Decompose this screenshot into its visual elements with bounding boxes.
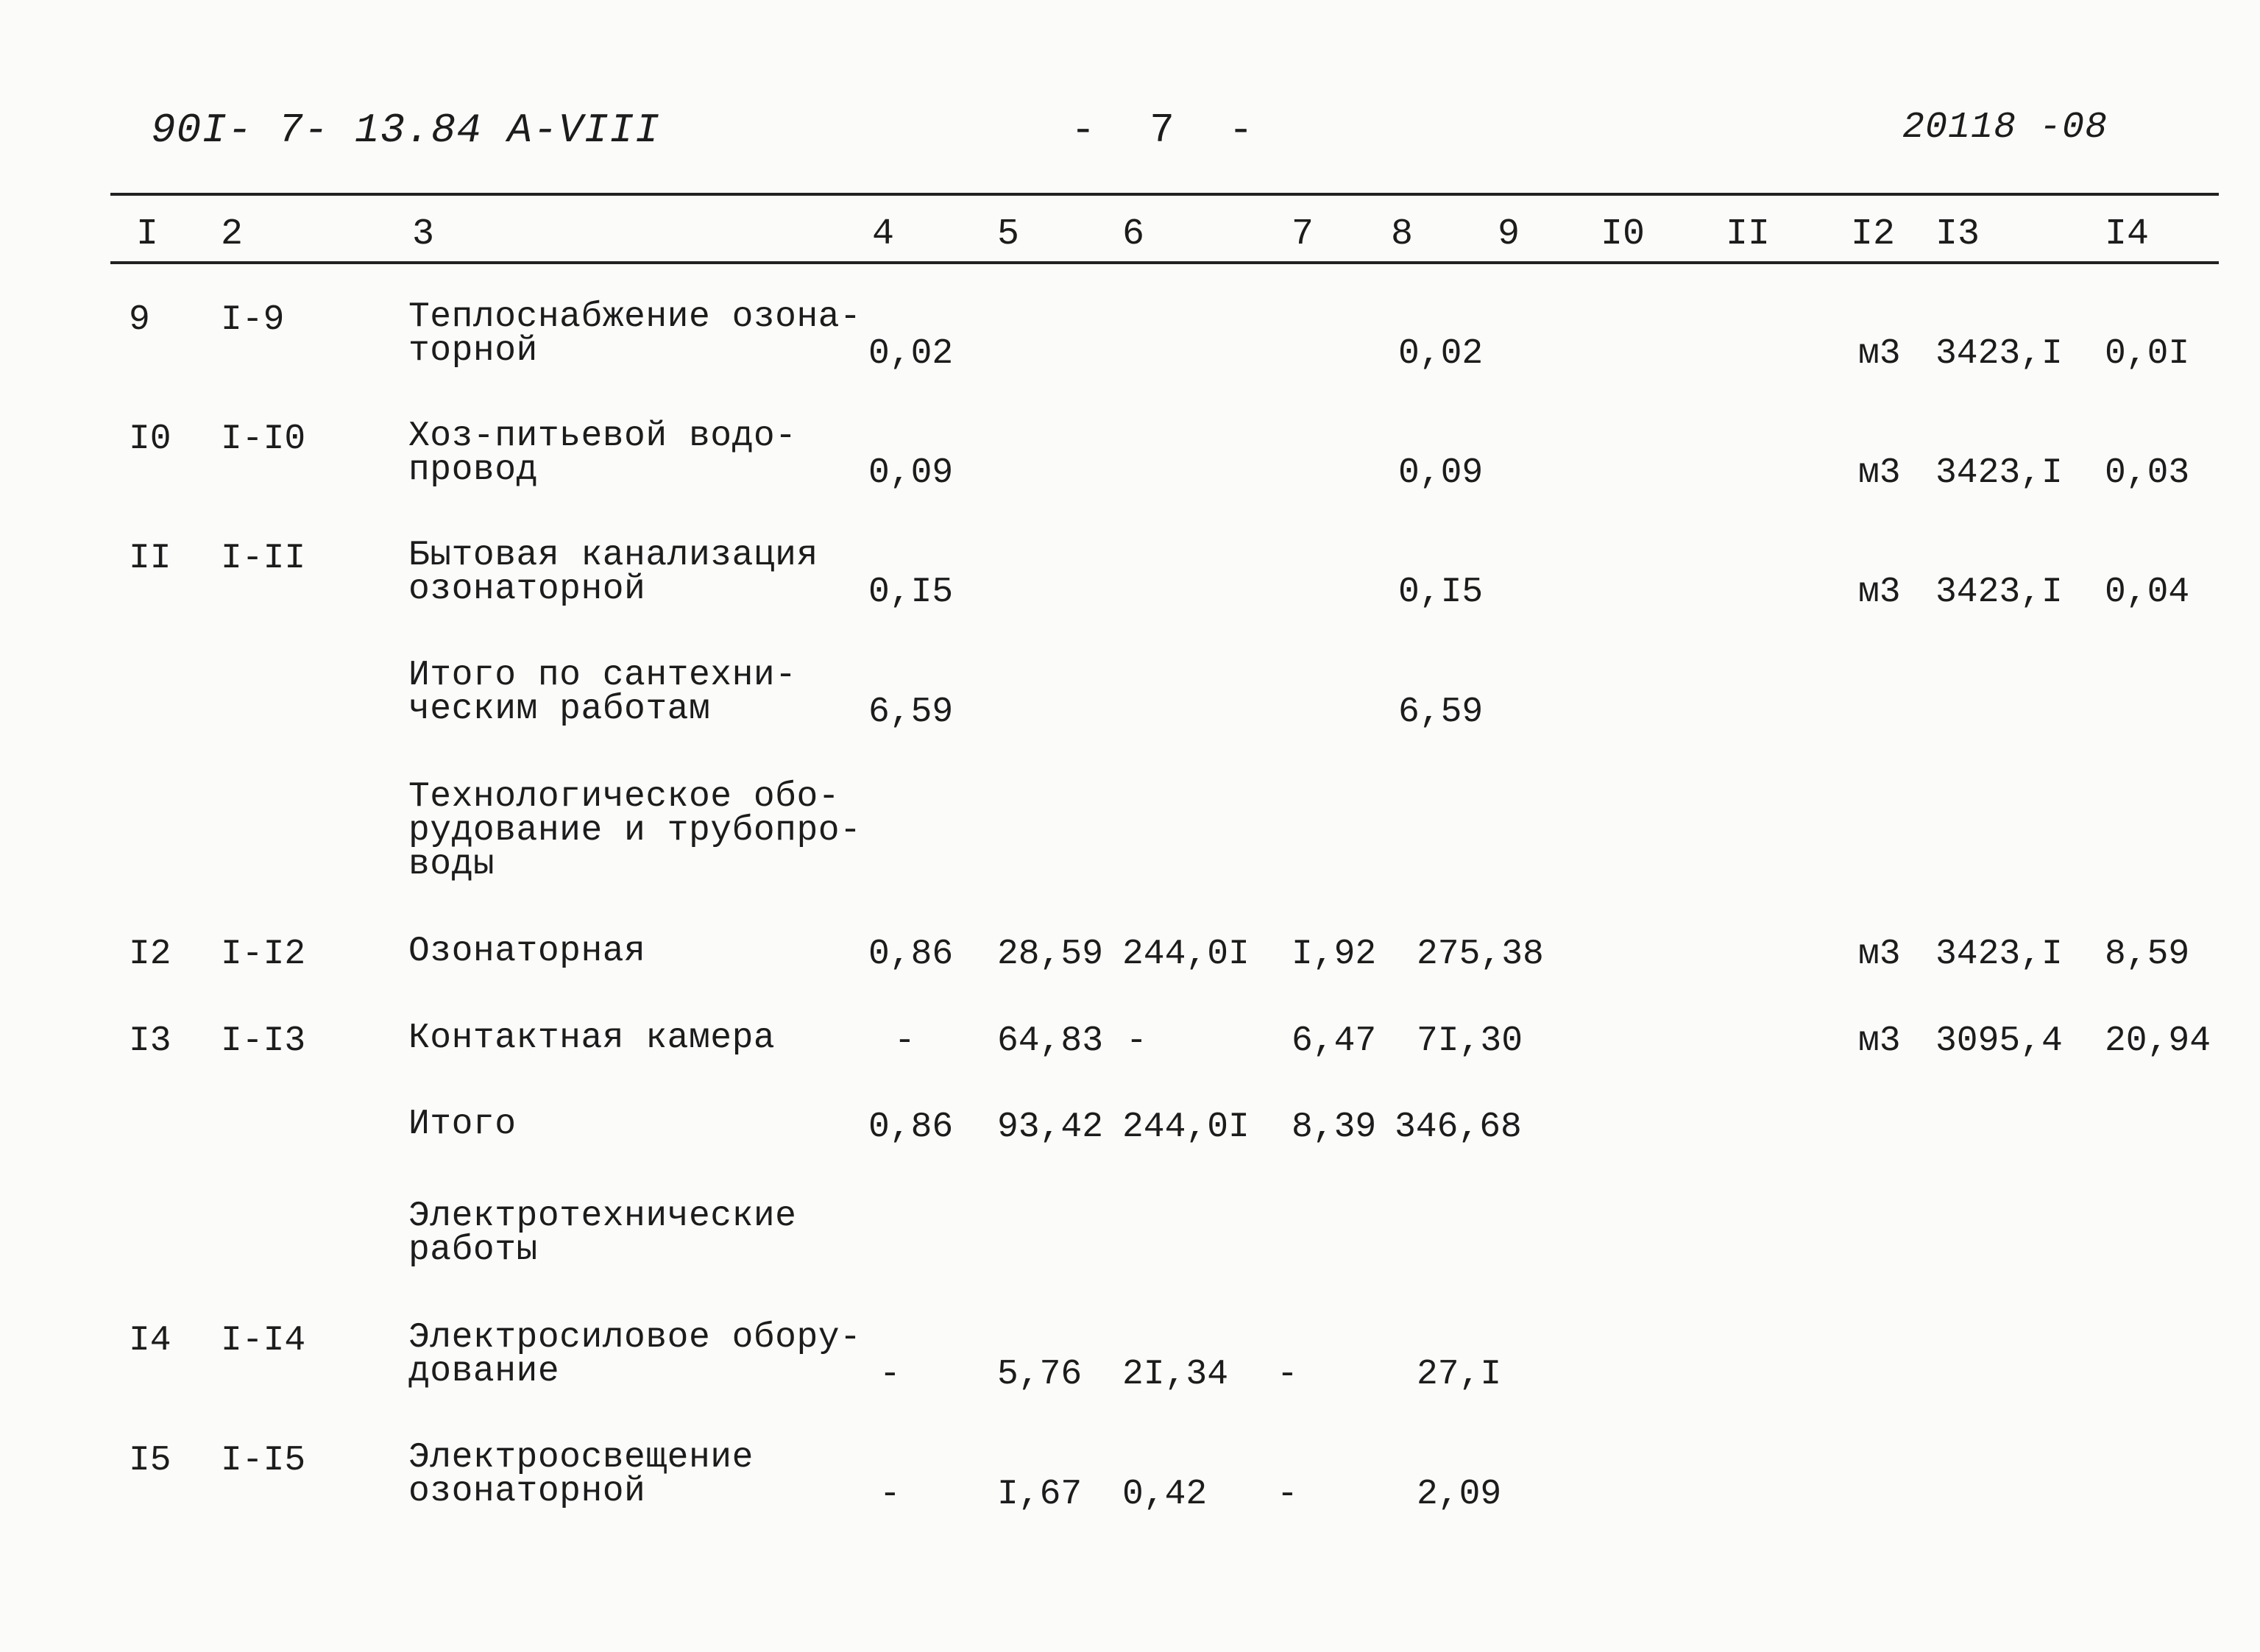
col-14-value: 0,03 <box>2105 453 2190 493</box>
item-code: I-9 <box>221 300 285 340</box>
col-6-value: 244,0I <box>1122 935 1250 974</box>
section-heading: Электротехнические работы <box>408 1197 797 1270</box>
item-description: Хоз-питьевой водо- провод <box>408 416 797 490</box>
item-code: I-I3 <box>221 1021 306 1061</box>
col-14-value: 0,0I <box>2105 334 2190 374</box>
item-code: I-II <box>221 539 306 578</box>
column-header: 6 <box>1122 213 1145 255</box>
column-header: 8 <box>1391 213 1414 255</box>
col-4-value: 0,86 <box>868 1107 954 1147</box>
col-8-value: 0,02 <box>1398 334 1484 374</box>
col-7-value: - <box>1277 1475 1298 1514</box>
column-header: I4 <box>2105 213 2150 255</box>
column-header: II <box>1726 213 1771 255</box>
row-number: I2 <box>129 935 171 974</box>
unit: м3 <box>1858 334 1901 374</box>
unit: м3 <box>1858 935 1901 974</box>
col-7-value: - <box>1277 1355 1298 1394</box>
column-header: 9 <box>1498 213 1520 255</box>
col-5-value: 64,83 <box>997 1021 1104 1061</box>
row-number: I4 <box>129 1321 171 1361</box>
column-header: 4 <box>872 213 895 255</box>
col-13-value: 3423,I <box>1935 572 2063 612</box>
item-description: Итого <box>408 1105 517 1144</box>
col-4-value: 0,09 <box>868 453 954 493</box>
col-14-value: 8,59 <box>2105 935 2190 974</box>
col-7-value: I,92 <box>1292 935 1377 974</box>
column-header: 5 <box>997 213 1020 255</box>
item-code: I-I4 <box>221 1321 306 1361</box>
document-number: 20118 -08 <box>1902 107 2108 149</box>
page-number: - 7 - <box>1071 107 1269 154</box>
item-code: I-I0 <box>221 419 306 459</box>
column-header: I3 <box>1935 213 1980 255</box>
col-4-value: 0,02 <box>868 334 954 374</box>
col-4-value: 0,I5 <box>868 572 954 612</box>
col-8-value: 275,38 <box>1417 935 1544 974</box>
item-description: Контактная камера <box>408 1018 776 1058</box>
col-8-value: 2,09 <box>1417 1475 1502 1514</box>
row-number: I0 <box>129 419 171 459</box>
column-header: I2 <box>1851 213 1896 255</box>
col-6-value: 244,0I <box>1122 1107 1250 1147</box>
col-8-value: 6,59 <box>1398 692 1484 732</box>
column-header: I <box>136 213 159 255</box>
col-5-value: 93,42 <box>997 1107 1104 1147</box>
item-description: Электросиловое обору- дование <box>408 1318 862 1392</box>
unit: м3 <box>1858 1021 1901 1061</box>
col-5-value: I,67 <box>997 1475 1083 1514</box>
col-14-value: 0,04 <box>2105 572 2190 612</box>
item-description: Бытовая канализация озонаторной <box>408 536 818 609</box>
item-description: Электроосвещение озонаторной <box>408 1438 754 1511</box>
col-13-value: 3423,I <box>1935 935 2063 974</box>
unit: м3 <box>1858 572 1901 612</box>
item-code: I-I2 <box>221 935 306 974</box>
row-number: I3 <box>129 1021 171 1061</box>
table-top-rule <box>110 193 2219 196</box>
col-14-value: 20,94 <box>2105 1021 2211 1061</box>
item-description: Озонаторная <box>408 932 646 971</box>
header-bottom-rule <box>110 261 2219 264</box>
col-4-value: 0,86 <box>868 935 954 974</box>
row-number: I5 <box>129 1441 171 1481</box>
col-6-value: 0,42 <box>1122 1475 1208 1514</box>
col-13-value: 3423,I <box>1935 453 2063 493</box>
col-7-value: 6,47 <box>1292 1021 1377 1061</box>
column-header: 3 <box>412 213 435 255</box>
col-4-value: - <box>879 1355 901 1394</box>
item-description: Итого по сантехни- ческим работам <box>408 656 797 729</box>
col-7-value: 8,39 <box>1292 1107 1377 1147</box>
col-6-value: - <box>1126 1021 1147 1061</box>
col-13-value: 3095,4 <box>1935 1021 2063 1061</box>
unit: м3 <box>1858 453 1901 493</box>
item-description: Теплоснабжение озона- торной <box>408 297 862 371</box>
col-6-value: 2I,34 <box>1122 1355 1229 1394</box>
col-4-value: - <box>879 1475 901 1514</box>
col-8-value: 27,I <box>1417 1355 1502 1394</box>
col-8-value: 7I,30 <box>1417 1021 1523 1061</box>
col-4-value: 6,59 <box>868 692 954 732</box>
col-5-value: 5,76 <box>997 1355 1083 1394</box>
row-number: 9 <box>129 300 150 340</box>
col-13-value: 3423,I <box>1935 334 2063 374</box>
col-8-value: 346,68 <box>1395 1107 1522 1147</box>
item-code: I-I5 <box>221 1441 306 1481</box>
section-heading: Технологическое обо- рудование и трубопро- воды <box>408 777 862 885</box>
col-8-value: 0,09 <box>1398 453 1484 493</box>
column-header: 7 <box>1292 213 1314 255</box>
col-8-value: 0,I5 <box>1398 572 1484 612</box>
col-5-value: 28,59 <box>997 935 1104 974</box>
column-header: I0 <box>1601 213 1646 255</box>
column-header: 2 <box>221 213 244 255</box>
row-number: II <box>129 539 171 578</box>
col-4-value: - <box>894 1021 915 1061</box>
document-code: 90I- 7- 13.84 A-VIII <box>151 107 661 154</box>
